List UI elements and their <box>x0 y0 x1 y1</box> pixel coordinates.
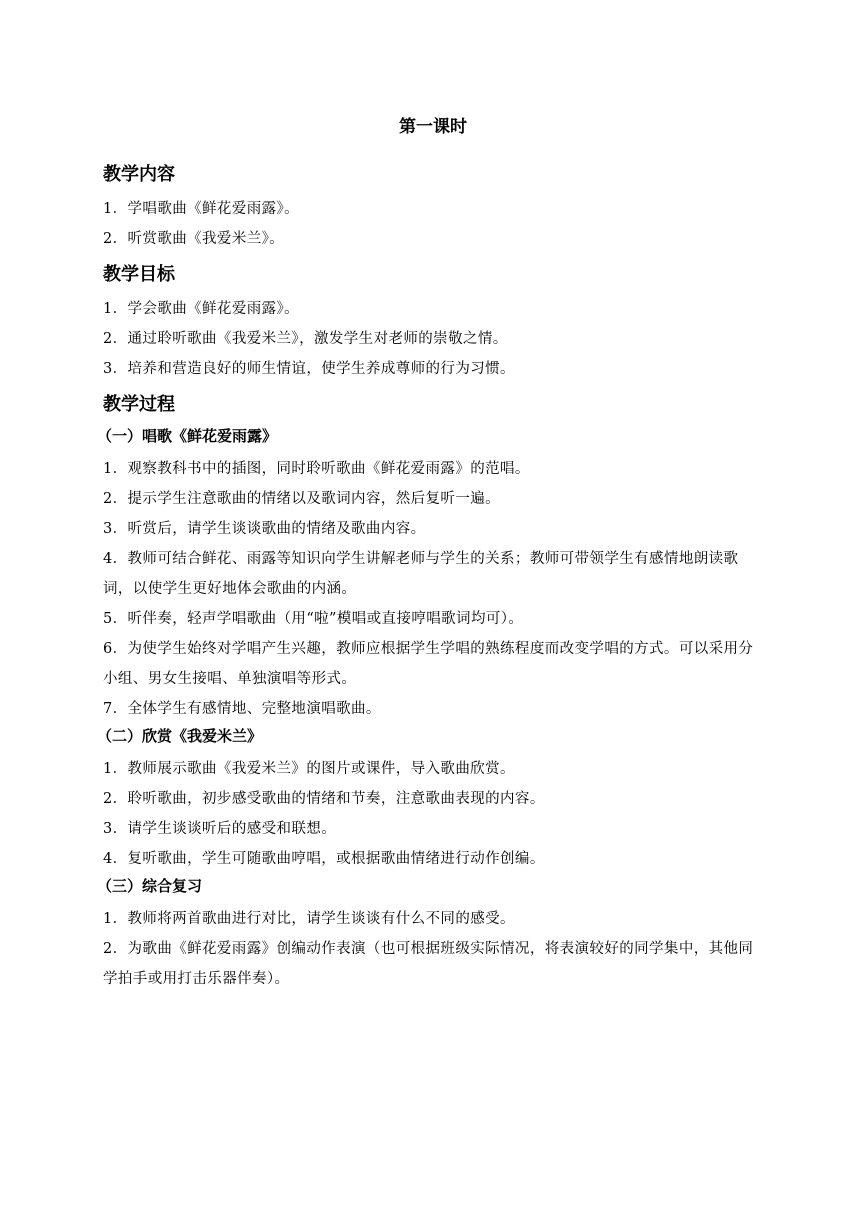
section-teaching-process <box>97 392 763 994</box>
section-heading: 教学目标 <box>103 264 175 285</box>
section-heading: 教学过程 <box>103 394 175 415</box>
list-item: 2．通过聆听歌曲《我爱米兰》，激发学生对老师的崇敬之情。 <box>103 331 508 347</box>
process-part-appreciation <box>97 724 763 874</box>
process-part-singing <box>97 424 763 724</box>
list-item: 4．复听歌曲，学生可随歌曲哼唱，或根据歌曲情绪进行动作创编。 <box>103 851 545 867</box>
list-item: 2．聆听歌曲，初步感受歌曲的情绪和节奏，注意歌曲表现的内容。 <box>103 791 545 807</box>
list-item: 3．培养和营造良好的师生情谊，使学生养成尊师的行为习惯。 <box>103 361 515 377</box>
list-item: 5．听伴奏，轻声学唱歌曲（用“啦”模唱或直接哼唱歌词均可）。 <box>103 611 524 627</box>
list-item: 1．学会歌曲《鲜花爱雨露》。 <box>103 301 300 317</box>
section-teaching-content <box>103 162 763 254</box>
list-item: 3．听赏后，请学生谈谈歌曲的情绪及歌曲内容。 <box>103 521 426 537</box>
list-item: 6．为使学生始终对学唱产生兴趣，教师应根据学生学唱的熟练程度而改变学唱的方式。可以采用分小组、男女生接唱、单独演唱等形式。 <box>103 641 754 687</box>
list-item: 1．学唱歌曲《鲜花爱雨露》。 <box>103 201 300 217</box>
list-item: 2．提示学生注意歌曲的情绪以及歌词内容，然后复听一遍。 <box>103 491 501 507</box>
list-item: 3．请学生谈谈听后的感受和联想。 <box>103 821 337 837</box>
list-item: 1．观察教科书中的插图，同时聆听歌曲《鲜花爱雨露》的范唱。 <box>103 461 530 477</box>
list-item: 2．为歌曲《鲜花爱雨露》创编动作表演（也可根据班级实际情况，将表演较好的同学集中，其他同学拍手或用打击乐器伴奏）。 <box>103 941 754 987</box>
section-teaching-goals <box>103 262 763 384</box>
subsection-title: （三）综合复习 <box>97 877 203 895</box>
subsection-title: （一）唱歌《鲜花爱雨露》 <box>97 427 278 445</box>
process-part-review <box>97 874 763 994</box>
list-item: 4．教师可结合鲜花、雨露等知识向学生讲解老师与学生的关系；教师可带领学生有感情地朗读歌词，以使学生更好地体会歌曲的内涵。 <box>103 551 739 597</box>
list-item: 1．教师将两首歌曲进行对比，请学生谈谈有什么不同的感受。 <box>103 911 515 927</box>
section-heading: 教学内容 <box>103 164 175 185</box>
list-item: 7．全体学生有感情地、完整地演唱歌曲。 <box>103 701 381 717</box>
list-item: 1．教师展示歌曲《我爱米兰》的图片或课件，导入歌曲欣赏。 <box>103 761 515 777</box>
page-title: 第一课时 <box>399 117 467 137</box>
document-page <box>97 114 763 1002</box>
list-item: 2．听赏歌曲《我爱米兰》。 <box>103 231 285 247</box>
subsection-title: （二）欣赏《我爱米兰》 <box>97 727 263 745</box>
